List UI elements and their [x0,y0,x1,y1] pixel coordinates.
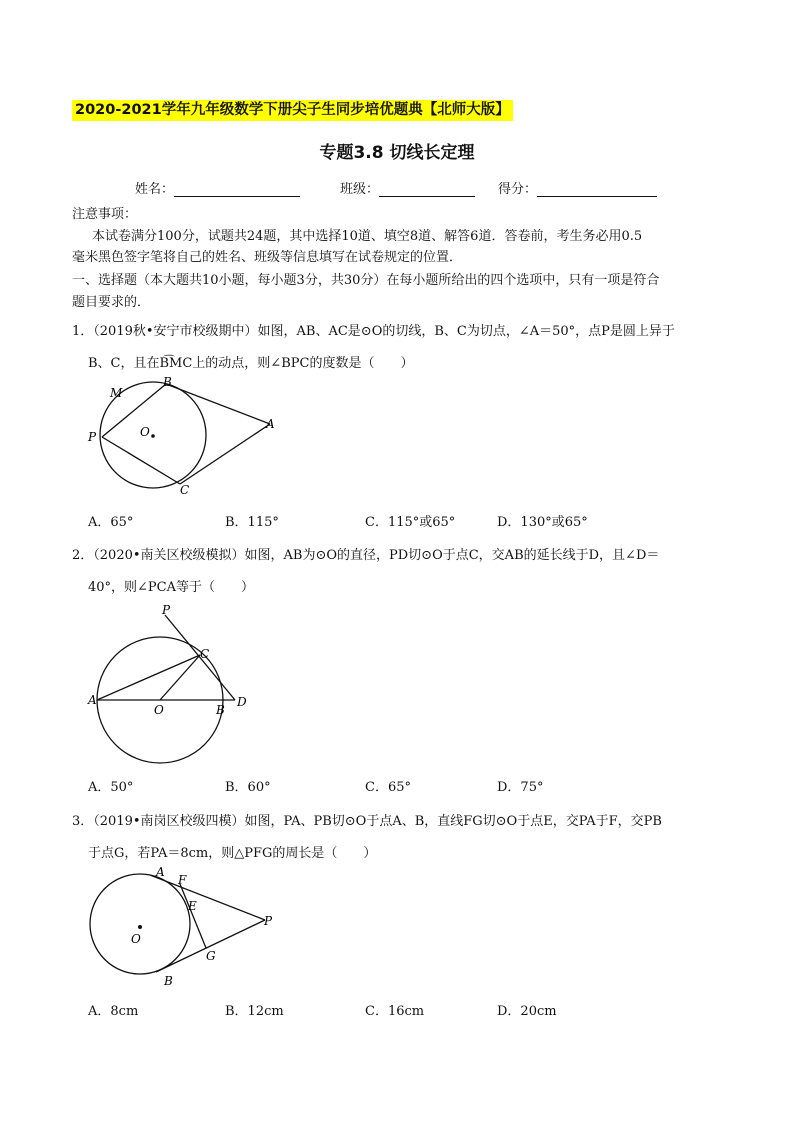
score-field [498,178,657,197]
name-blank [174,182,300,197]
q2-option-b[interactable]: B．60° [225,780,271,795]
q1-option-a[interactable]: A．65° [88,515,134,530]
q2-label-b: B [216,703,225,717]
q3-tangent-fg [180,884,206,948]
q3-label-e: E [188,899,197,913]
q1-center-dot [151,434,155,438]
q1-tangent-ab [166,384,270,424]
q3-center-dot [138,925,142,929]
q1-label-p: P [88,430,97,444]
q2-label-a: A [88,693,97,707]
section-line1: 一、选择题（本大题共10小题，每小题3分，共30分）在每小题所给出的四个选项中，只有一项是符合 [72,273,660,288]
q3-option-b[interactable]: B．12cm [225,1004,284,1019]
q2-chord-ac [97,655,200,700]
question-1-line2: B、C，且在B͡MC上的动点，则∠BPC的度数是（ ） [88,356,414,371]
name-field [135,178,300,197]
q3-label-f: F [178,873,187,887]
q1-option-c[interactable]: C．115°或65° [365,515,456,530]
q2-option-a[interactable]: A．50° [88,780,134,795]
notes-line1: 本试卷满分100分，试题共24题，其中选择10道、填空8道、解答6道．答卷前，考生务必用0.5 [92,229,643,244]
question-1-figure [80,372,290,502]
q3-label-p: P [264,914,273,928]
q3-option-a[interactable]: A．8cm [88,1004,139,1019]
header-banner: 2020-2021学年九年级数学下册尖子生同步培优题典【北师大版】 [72,100,513,121]
q2-label-o: O [154,703,164,717]
page-title: 专题3.8 切线长定理 [319,143,475,163]
q1-label-c: C [180,483,190,497]
q2-label-d: D [237,695,247,709]
q2-label-c: C [200,647,210,661]
q3-tangent-pb [156,920,265,972]
q3-label-b: B [164,974,173,988]
score-blank [537,182,657,197]
question-2-figure [80,600,260,765]
question-1-line1: 1．（2019秋•安宁市校级期中）如图，AB、AC是⊙O的切线，B、C为切点，∠A＝50°，点P是圆上异于 [72,324,675,339]
q1-label-o: O [140,425,150,439]
q1-tangent-ac [180,424,270,484]
class-blank [379,182,475,197]
question-3-line2: 于点G，若PA＝8cm，则△PFG的周长是（ ） [88,846,377,861]
q3-option-c[interactable]: C．16cm [365,1004,425,1019]
class-label: 班级： [340,182,380,197]
score-label: 得分： [498,182,538,197]
q1-label-a: A [266,417,275,431]
question-2-line1: 2．（2020•南关区校级模拟）如图，AB为⊙O的直径，PD切⊙O于点C，交AB的延长线于D，且∠D＝ [72,548,660,563]
notes-heading: 注意事项： [72,207,138,222]
q3-label-a: A [156,865,165,879]
q2-label-p: P [162,603,171,617]
section-line2: 题目要求的． [72,295,151,310]
notes-line2: 毫米黑色签字笔将自己的姓名、班级等信息填写在试卷规定的位置． [72,250,463,265]
question-3-figure [80,862,280,992]
q1-chord-pc [102,437,180,484]
question-3-line1: 3．（2019•南岗区校级四模）如图，PA、PB切⊙O于点A、B，直线FG切⊙O于点E，交PA于F，交PB [72,814,662,829]
q2-option-d[interactable]: D．75° [497,780,544,795]
q3-circle [90,874,190,974]
name-label: 姓名： [135,182,175,197]
q2-radius-oc [160,655,200,700]
q1-label-m: M [110,386,123,400]
q3-label-g: G [206,949,216,963]
q1-option-d[interactable]: D．130°或65° [497,515,588,530]
q3-option-d[interactable]: D．20cm [497,1004,557,1019]
q2-option-c[interactable]: C．65° [365,780,411,795]
q1-label-b: B [163,375,172,389]
q3-label-o: O [131,932,141,946]
q3-tangent-pa [150,875,265,920]
q1-option-b[interactable]: B．115° [225,515,279,530]
class-field [340,178,475,197]
question-2-line2: 40°，则∠PCA等于（ ） [88,580,255,595]
